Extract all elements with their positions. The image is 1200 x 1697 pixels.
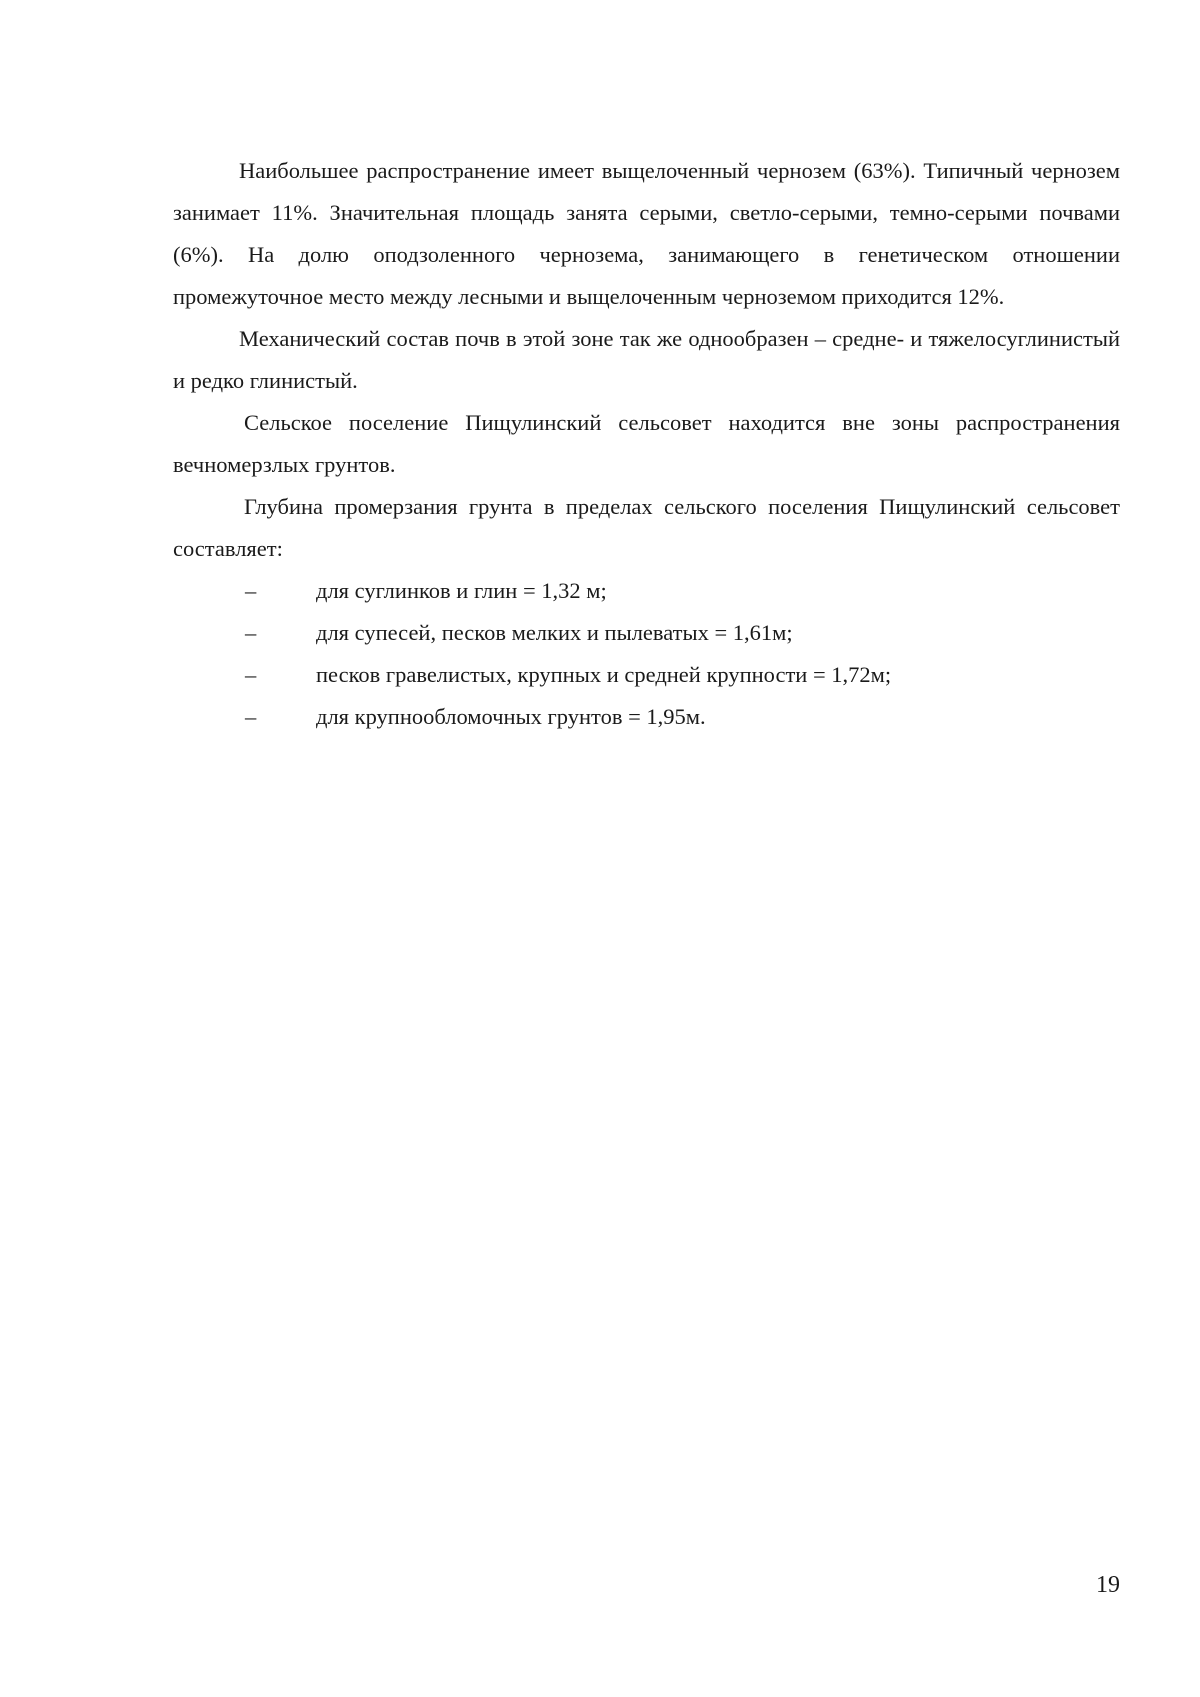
paragraph-freezing-depth: Глубина промерзания грунта в пределах сельского поселения Пищулинский сельсовет составляет: [173, 494, 1120, 561]
list-item-text: для крупнообломочных грунтов = 1,95м. [316, 704, 706, 729]
paragraph-permafrost: Сельское поселение Пищулинский сельсовет находится вне зоны распространения вечномерзлых грунтов. [173, 410, 1120, 477]
list-dash-marker: – [245, 578, 257, 603]
page-number: 19 [1096, 1572, 1120, 1598]
list-item [173, 654, 1120, 696]
paragraph-mechanical-composition: Механический состав почв в этой зоне так же однообразен – средне- и тяжелосуглинистый и редко глинистый. [173, 326, 1120, 393]
document-body [173, 150, 1120, 738]
list-dash-marker: – [245, 704, 257, 729]
list-item-text: для суглинков и глин = 1,32 м; [316, 578, 607, 603]
list-item [173, 696, 1120, 738]
list-item-text: для супесей, песков мелких и пылеватых = 1,61м; [316, 620, 793, 645]
list-dash-marker: – [245, 662, 257, 687]
list-dash-marker: – [245, 620, 257, 645]
paragraph-soil-distribution: Наибольшее распространение имеет выщелоченный чернозем (63%). Типичный чернозем занимает 11%. Значительная площадь занята серыми, светло-серыми, темно-серыми почвами (6%). На долю оподзоленного чернозема, занимающего в генетическом отношении промежуточное место между лесными и выщелоченным черноземом приходится 12%. [173, 158, 1120, 309]
list-item-text: песков гравелистых, крупных и средней крупности = 1,72м; [316, 662, 892, 687]
list-item [173, 570, 1120, 612]
list-item [173, 612, 1120, 654]
freezing-depth-list [173, 570, 1120, 738]
